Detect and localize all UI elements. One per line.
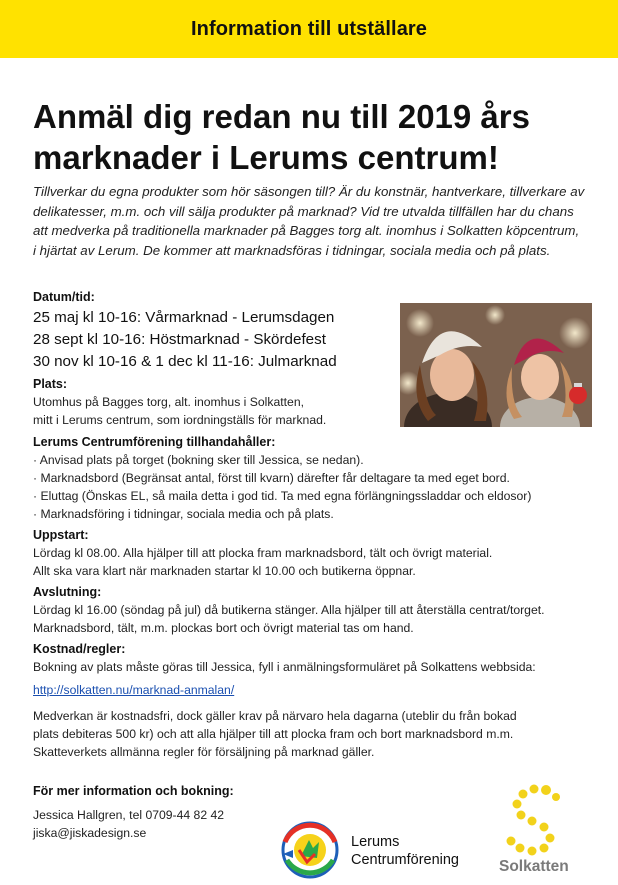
intro-line: i hjärtat av Lerum. De kommer att marknadsföras i tidningar, sociala media och på plats. <box>33 242 551 258</box>
dates-heading: Datum/tid: <box>33 290 95 304</box>
start-line: Allt ska vara klart när marknaden startar kl 10.00 och butikerna öppnar. <box>33 564 416 578</box>
intro-line: Tillverkar du egna produkter som hör säsongen till? Är du konstnär, hantverkare, tillverkare av <box>33 184 585 199</box>
lcf-name-line-1: Lerums <box>351 834 400 850</box>
cost-heading: Kostnad/regler: <box>33 642 126 656</box>
contact-name: Jessica Hallgren, tel 0709-44 82 42 <box>33 808 225 822</box>
end-heading: Avslutning: <box>33 585 102 599</box>
headline-line-2: marknader i Lerums centrum! <box>33 139 499 176</box>
cost-line: Medverkan är kostnadsfri, dock gäller krav på närvaro hela dagarna (uteblir du från bokad <box>33 709 517 723</box>
cost-line: Skatteverkets allmänna regler för försäljning på marknad gäller. <box>33 745 375 759</box>
lcf-name-line-2: Centrumförening <box>351 852 459 868</box>
intro-paragraph <box>33 182 593 260</box>
intro-line: delikatesser, m.m. och vill sälja produkter på marknad? Vid tre utvalda tillfällen har du chans <box>33 203 574 219</box>
start-heading: Uppstart: <box>33 528 89 542</box>
lerums-centrumforening-logo <box>279 820 479 880</box>
provides-item: · Eluttag (Önskas EL, så maila detta i god tid. Ta med egna förlängningssladdar och eldosor) <box>33 489 532 503</box>
place-line: Utomhus på Bagges torg, alt. inomhus i Solkatten, <box>33 395 304 409</box>
contact-heading: För mer information och bokning: <box>33 784 234 798</box>
date-item: 30 nov kl 10-16 & 1 dec kl 11-16: Julmarknad <box>33 353 337 370</box>
market-photo <box>400 303 592 427</box>
cost-line: plats debiteras 500 kr) och att alla hjälper till att plocka fram och bort marknadsbord m.m. <box>33 727 514 741</box>
intro-line: att medverka på traditionella marknader på Bagges torg alt. inomhus i Solkatten köpcentrum, <box>33 223 580 239</box>
cost-booking-line: Bokning av plats måste göras till Jessica, fyll i anmälningsformuläret på Solkattens webbsida: <box>33 660 536 674</box>
banner-title: Information till utställare <box>190 17 428 40</box>
solkatten-wordmark: Solkatten <box>499 858 569 875</box>
headline-line-1: Anmäl dig redan nu till 2019 års <box>33 98 530 135</box>
registration-link[interactable]: http://solkatten.nu/marknad-anmalan/ <box>33 683 235 697</box>
solkatten-logo <box>494 781 584 879</box>
provides-item: · Anvisad plats på torget (bokning sker till Jessica, se nedan). <box>33 453 364 467</box>
header-banner <box>0 0 618 58</box>
date-item: 25 maj kl 10-16: Vårmarknad - Lerumsdagen <box>33 309 335 326</box>
end-line: Marknadsbord, tält, m.m. plockas bort och övrigt material tas om hand. <box>33 621 414 635</box>
provides-heading: Lerums Centrumförening tillhandahåller: <box>33 435 276 449</box>
provides-item: · Marknadsbord (Begränsat antal, först till kvarn) därefter får deltagare ta med eget bord. <box>33 471 510 485</box>
headline <box>33 96 593 178</box>
date-item: 28 sept kl 10-16: Höstmarknad - Skördefest <box>33 331 326 348</box>
provides-item: · Marknadsföring i tidningar, sociala media och på plats. <box>33 507 334 521</box>
place-heading: Plats: <box>33 377 68 391</box>
solkatten-dots-icon <box>494 781 584 857</box>
start-line: Lördag kl 08.00. Alla hjälper till att plocka fram marknadsbord, tält och övrigt material. <box>33 546 493 560</box>
place-line: mitt i Lerums centrum, som iordningställs för marknad. <box>33 413 327 427</box>
lcf-emblem-icon <box>279 820 343 880</box>
end-line: Lördag kl 16.00 (söndag på jul) då butikerna stänger. Alla hjälper till att återställa centrat/torget. <box>33 603 545 617</box>
contact-email[interactable]: jiska@jiskadesign.se <box>33 826 147 840</box>
lcf-wordmark <box>351 833 459 869</box>
